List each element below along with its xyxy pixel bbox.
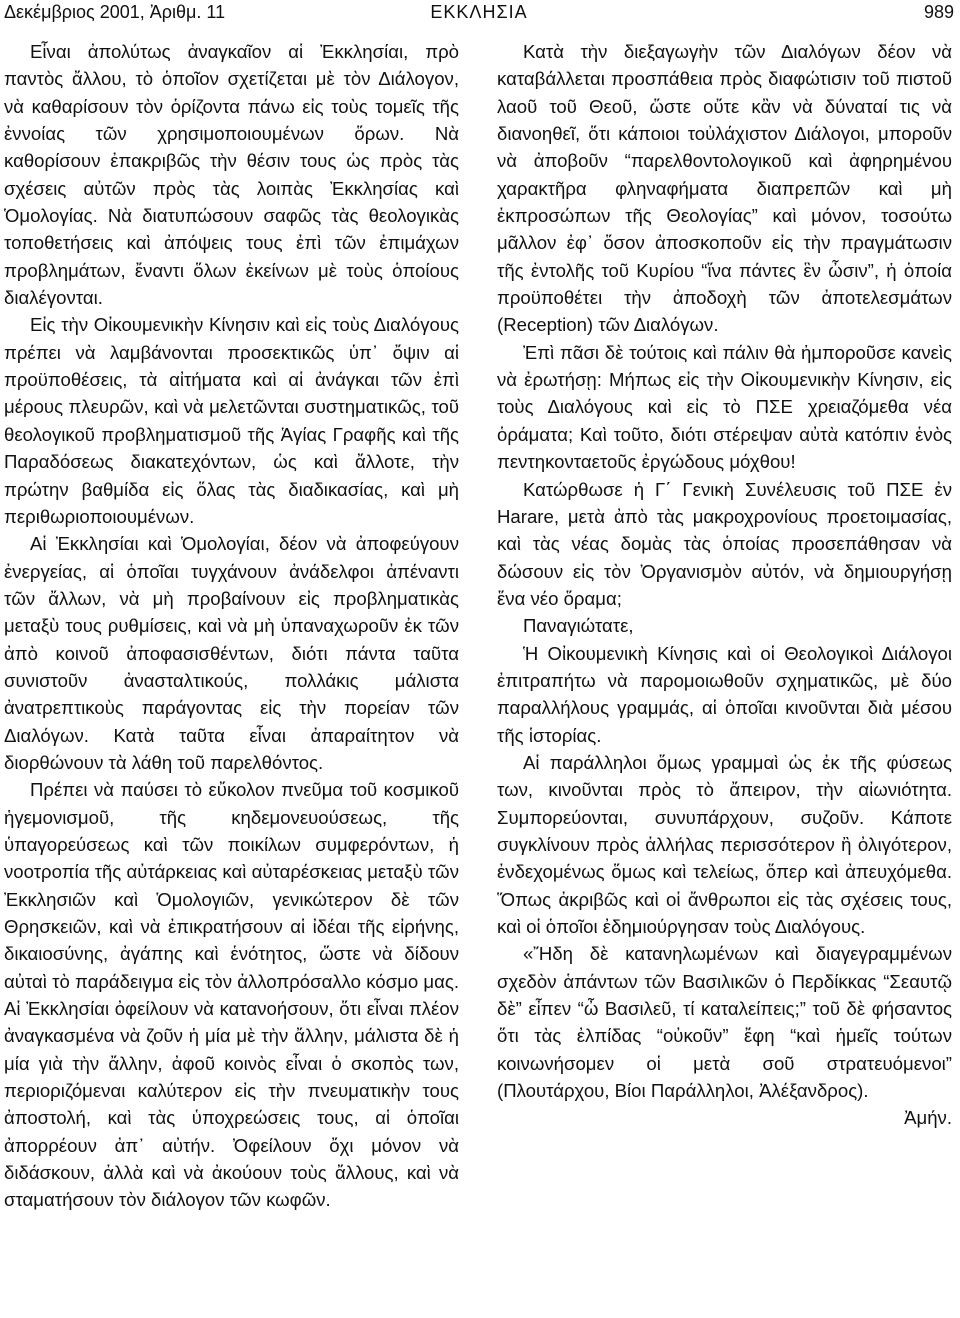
header-date-issue: Δεκέμβριος 2001, Ἀριθμ. 11 — [4, 2, 226, 22]
paragraph: Αἱ Ἐκκλησίαι καὶ Ὁμολογίαι, δέον νὰ ἀποφεύγουν ἐνεργείας, αἱ ὁποῖαι τυγχάνουν ἀνάδελφοι ἀπέναντι τῶν ἄλλων, νὰ μὴ προβαίνουν εἰς προβληματικὰς μεταξὺ τους ρυθμίσεις, καὶ νὰ μὴ ὑπαναχωροῦν ἐκ τῶν ἀπὸ κοινοῦ ἀποφασισθέντων, διότι πάντα ταῦτα συνιστοῦν ἀνασταλτικούς, πολλάκις μάλιστα ἀνατρεπτικοὺς παράγοντας εἰς τὴν πορείαν τῶν Διαλόγων. Κατὰ ταῦτα εἶναι ἀπαραίτητον νὰ διορθώνουν τὰ λάθη τοῦ παρελθόντος. — [4, 533, 459, 773]
quotation-paragraph: «Ἤδη δὲ κατανηλωμένων καὶ διαγεγραμμένων σχεδὸν ἁπάντων τῶν Βασιλικῶν ὁ Περδίκκας “Σεαυτῷ δὲ” εἶπεν “ὦ Βασιλεῦ, τί καταλείπεις;” τοῦ δὲ φήσαντος ὅτι τὰς ἐλπίδας “οὐκοῦν” ἔφη “καὶ ἡμεῖς τούτων κοινωνήσομεν οἱ μετὰ σοῦ στρατευόμενοι” (Πλουτάρχου, Βίοι Παράλληλοι, Ἀλέξανδρος). — [497, 943, 952, 1102]
paragraph: Αἱ παράλληλοι ὅμως γραμμαὶ ὡς ἐκ τῆς φύσεως των, κινοῦνται πρὸς τὸ ἄπειρον, τὴν αἰωνιότητα. Συμπορεύονται, συνυπάρχουν, συζοῦν. Κάποτε συγκλίνουν πρὸς ἀλλήλας περισσότερον ἢ ὀλιγότερον, ἐνδεχομένως ὅμως καὶ τελείως, ὅπερ καὶ ἀπευχόμεθα. Ὅπως ἀκριβῶς καὶ οἱ ἄνθρωποι εἰς τὰς σχέσεις τους, καὶ οἱ ὁποῖοι ἐδημιούργησαν τοὺς Διαλόγους. — [497, 751, 952, 937]
paragraph: Κατὰ τὴν διεξαγωγὴν τῶν Διαλόγων δέον νὰ καταβάλλεται προσπάθεια πρὸς διαφώτισιν τοῦ πιστοῦ λαοῦ τοῦ Θεοῦ, ὥστε οὔτε κἂν νὰ δύναταί τις νὰ διανοηθεῖ, ὅτι κάποιοι τοὐλάχιστον Διάλογοι, μποροῦν νὰ ἀποβοῦν “παρελθοντολογικοῦ καὶ ἀφηρημένου χαρακτῆρα φληναφήματα διαπρεπῶν καὶ μὴ ἐκπροσώπων τῆς Θεολογίας” καὶ μόνον, τοσούτω μᾶλλον ἐφ᾽ ὅσον ἀποσκοποῦν εἰς τὴν πραγμάτωσιν τῆς ἐντολῆς τοῦ Κυρίου “ἵνα πάντες ἓν ὦσιν”, ἡ ὁποία προϋποθέτει τὴν ἀποδοχὴ τῶν ἀποτελεσμάτων (Reception) τῶν Διαλόγων. — [497, 41, 952, 336]
paragraph: Πρέπει νὰ παύσει τὸ εὔκολον πνεῦμα τοῦ κοσμικοῦ ἡγεμονισμοῦ, τῆς κηδεμονευούσεως, τῆς ὑπαγορεύσεως καὶ τῶν ποικίλων συμφερόντων, ἡ νοοτροπία τῆς αὐτάρκειας καὶ αὐταρέσκειας μεταξὺ τῶν Ἐκκλησιῶν καὶ Ὁμολογιῶν, γενικώτερον δὲ τῶν Θρησκειῶν, καὶ νὰ ἐπικρατήσουν αἱ ἰδέαι τῆς εἰρήνης, δικαιοσύνης, ἀγάπης καὶ ἑνότητος, ὥστε νὰ δίδουν αὐταὶ τὸ παράδειγμα εἰς τὸν ἀλλοπρόσαλλο κόσμο μας. Αἱ Ἐκκλησίαι ὀφείλουν νὰ κατανοήσουν, ὅτι εἶναι πλέον ἀναγκασμένα νὰ ζοῦν ἡ μία μὲ τὴν ἄλλην, μάλιστα δὲ ἡ μία γιὰ τὴν ἄλλην, ἀφοῦ κοινὸς εἶναι ὁ σκοπὸς των, περιοριζόμεναι καλύτερον εἰς τὴν πνευματικὴν τους ἀποστολή, καὶ τὰς ὑποχρεώσεις τους, αἱ ὁποῖαι ἀπορρέουν ἀπ᾽ αὐτήν. Ὀφείλουν ὄχι μόνον νὰ διδάσκουν, ἀλλὰ καὶ νὰ ἀκούουν τοὺς ἄλλους, καὶ νὰ σταματήσουν τὸν διάλογον τῶν κωφῶν. — [4, 779, 459, 1211]
header-journal-title: ΕΚΚΛΗΣΙΑ — [430, 2, 528, 22]
running-header — [4, 0, 954, 30]
paragraph: Εἶναι ἀπολύτως ἀναγκαῖον αἱ Ἐκκλησίαι, πρὸ παντὸς ἄλλου, τὸ ὁποῖον σχετίζεται μὲ τὸν Διάλογον, νὰ καθαρίσουν τὸν ὁρίζοντα πάνω εἰς τοὺς τομεῖς τῆς ἐννοίας τῶν χρησιμοποιουμένων ὅρων. Νὰ καθορίσουν ἐπακριβῶς τὴν θέσιν τους ὡς πρὸς τὰς σχέσεις αὐτῶν πρὸς τὰς λοιπὰς Ἐκκλησίας καὶ Ὁμολογίας. Νὰ διατυπώσουν σαφῶς τὰς θεολογικὰς τοποθετήσεις καὶ ἀπόψεις τους ἐπὶ τῶν ἐπιμάχων προβλημάτων, ἔναντι ὅλων ἐκείνων μὲ τοὺς ὁποίους διαλέγονται. — [4, 41, 459, 309]
salutation: Παναγιώτατε, — [523, 615, 634, 637]
paragraph: Ἡ Οἰκουμενικὴ Κίνησις καὶ οἱ Θεολογικοὶ Διάλογοι ἐπιτραπήτω νὰ παρομοιωθοῦν σχηματικῶς, μὲ δύο παραλλήλους γραμμάς, αἱ ὁποῖαι κινοῦνται διὰ μέσου τῆς ἱστορίας. — [497, 642, 952, 746]
right-column — [497, 38, 952, 1132]
paragraph: Ἐπὶ πᾶσι δὲ τούτοις καὶ πάλιν θὰ ἠμποροῦσε κανεὶς νὰ ἐρωτήσῃ: Μήπως εἰς τὴν Οἰκουμενικὴν Κίνησιν, εἰς τοὺς Διαλόγους καὶ εἰς τὸ ΠΣΕ χρειαζόμεθα νέα ὁράματα; Καὶ τοῦτο, διότι στέρεψαν αὐτὰ κατόπιν ἑνὸς πεντηκονταετοῦς ἐργώδους μόχθου! — [497, 341, 952, 473]
left-column — [4, 38, 459, 1214]
page-number: 989 — [923, 2, 954, 22]
closing-amen: Ἀμήν. — [904, 1107, 952, 1129]
paragraph: Εἰς τὴν Οἰκουμενικὴν Κίνησιν καὶ εἰς τοὺς Διαλόγους πρέπει νὰ λαμβάνονται προσεκτικῶς ὑπ᾽ ὄψιν αἱ προϋποθέσεις, τὰ αἰτήματα καὶ αἱ ἀνάγκαι τῶν ἐπὶ μέρους πλευρῶν, καὶ νὰ μελετῶνται συστηματικῶς, τοῦ θεολογικοῦ προβληματισμοῦ τῆς Ἁγίας Γραφῆς καὶ τῆς Παραδόσεως διακατεχόντων, ὡς καὶ ἄλλοτε, τὴν πρώτην βαθμίδα εἰς ὅλας τὰς διαδικασίας, καὶ μὴ περιθωριοποιουμένων. — [4, 314, 459, 527]
paragraph: Κατώρθωσε ἡ Γ΄ Γενικὴ Συνέλευσις τοῦ ΠΣΕ ἐν Harare, μετὰ ἀπὸ τὰς μακροχρονίους προετοιμασίας, καὶ τὰς νέας δομὰς τὰς ὁποίας προσεπάθησαν νὰ δώσουν εἰς τὸν Ὀργανισμὸν αὐτόν, νὰ δημιουργήσῃ ἕνα νέο ὅραμα; — [497, 478, 952, 609]
